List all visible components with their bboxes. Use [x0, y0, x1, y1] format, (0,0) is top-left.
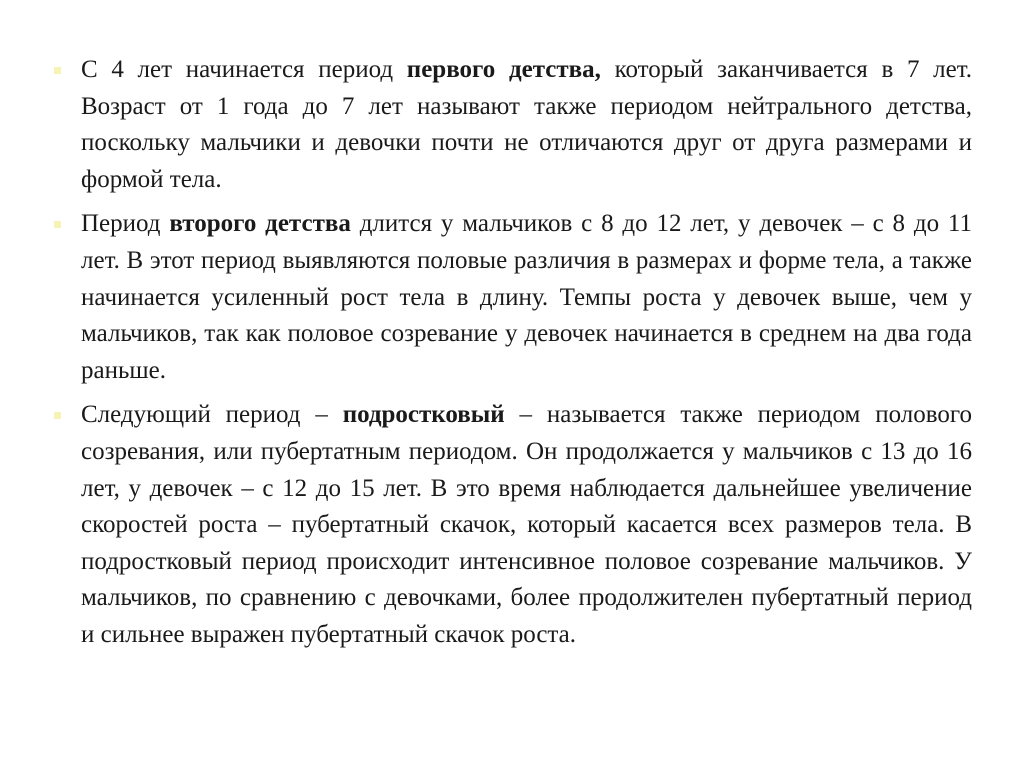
paragraph-text: длится у мальчиков с 8 до 12 лет, у девочек – с 8 до 11 лет. В этот период выявляются половые различия в размерах и форме тела, а также начинается усиленный рост тела в длину. Темпы роста у девочек выше, чем у мальчиков, так как половое созревание у девочек начинается в среднем на два года раньше.	[81, 210, 972, 384]
paragraph-text: Период	[81, 210, 170, 238]
bullet-icon	[54, 67, 61, 74]
paragraph-second-childhood	[52, 206, 972, 389]
bold-term-adolescence: подростковый	[342, 401, 505, 429]
paragraph-text: Следующий период –	[81, 401, 343, 429]
paragraph-adolescence	[52, 397, 972, 653]
slide-content	[52, 52, 972, 662]
bullet-icon	[54, 221, 61, 228]
paragraph-text: – называется также периодом полового созревания, или пубертатным периодом. Он продолжается у мальчиков с 13 до 16 лет, у девочек – с 12 до 15 лет. В это время наблюдается дальнейшее увеличение скоростей роста – пубертатный скачок, который касается всех размеров тела. В подростковый период происходит интенсивное половое созревание мальчиков. У мальчиков, по сравнению с девочками, более продолжителен пубертатный период и сильнее выражен пубертатный скачок роста.	[81, 401, 972, 648]
bold-term-first-childhood: первого детства,	[406, 56, 601, 83]
bullet-icon	[54, 412, 61, 419]
paragraph-first-childhood	[52, 52, 972, 198]
paragraph-text: который заканчивается в 7 лет. Возраст от 1 года до 7 лет называют также периодом нейтрального детства, поскольку мальчики и девочки почти не отличаются друг от друга размерами и формой тела.	[81, 56, 972, 193]
paragraph-text: С 4 лет начинается период	[81, 56, 407, 83]
bold-term-second-childhood: второго детства	[169, 210, 351, 238]
